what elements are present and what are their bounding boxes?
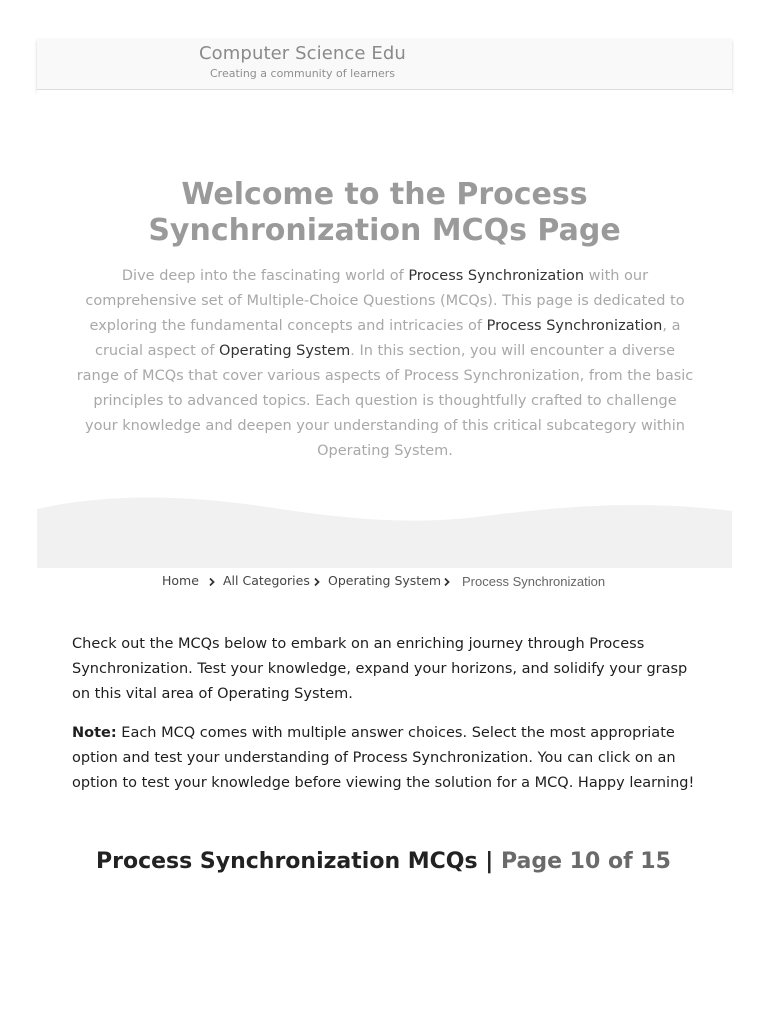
chevron-right-icon xyxy=(442,577,452,587)
site-header xyxy=(37,38,732,90)
site-tagline: Creating a community of learners xyxy=(210,67,396,80)
hero-title-line2: Synchronization MCQs Page xyxy=(148,213,621,248)
page-heading-separator: | xyxy=(477,849,501,874)
intro-paragraph: Check out the MCQs below to embark on an enriching journey through Process Synchronization. Test your knowledge, expand your horizons, and solidify your grasp on this vital area of Operating System. xyxy=(72,636,688,702)
desc-highlight-category: Operating System xyxy=(219,343,351,359)
chevron-right-icon xyxy=(207,577,217,587)
breadcrumb-home[interactable]: Home xyxy=(162,573,199,588)
desc-text: with our comprehensive set of Multiple-Choice Questions (MCQs). This page is dedicated to exploring the fundamental concepts and intricacies of xyxy=(85,268,685,334)
hero-title xyxy=(37,177,732,249)
breadcrumb-operating-system[interactable]: Operating System xyxy=(328,573,442,588)
chevron-right-icon xyxy=(312,577,322,587)
page-heading xyxy=(96,849,671,874)
note-text: Each MCQ comes with multiple answer choices. Select the most appropriate option and test your understanding of Process Synchronization. You can click on an option to test your knowledge before viewing the solution for a MCQ. Happy learning! xyxy=(72,725,695,791)
desc-highlight-topic: Process Synchronization xyxy=(486,318,663,334)
hero-title-line1: Welcome to the Process xyxy=(181,177,588,212)
note-paragraph xyxy=(72,721,700,796)
hero-wave-divider xyxy=(37,495,732,568)
breadcrumb-current: Process Synchronization xyxy=(462,574,606,589)
hero-description xyxy=(75,264,695,464)
breadcrumb xyxy=(0,572,768,592)
page-heading-title: Process Synchronization MCQs xyxy=(96,849,478,874)
site-name[interactable]: Computer Science Edu xyxy=(199,43,406,64)
page-indicator: Page 10 of 15 xyxy=(500,849,671,874)
hero-section xyxy=(37,90,732,568)
desc-text: . In this section, you will encounter a diverse range of MCQs that cover various aspects of Process Synchronization, from the basic principles to advanced topics. Each question is thoughtfully crafted to challenge your knowledge and deepen your understanding of this critical subcategory within Operating System. xyxy=(76,343,694,459)
breadcrumb-all-categories[interactable]: All Categories xyxy=(223,573,310,588)
note-label: Note: xyxy=(72,725,117,741)
desc-highlight-topic: Process Synchronization xyxy=(408,268,585,284)
desc-text: Dive deep into the fascinating world of xyxy=(121,268,409,284)
desc-text: , a crucial aspect of xyxy=(94,318,681,359)
